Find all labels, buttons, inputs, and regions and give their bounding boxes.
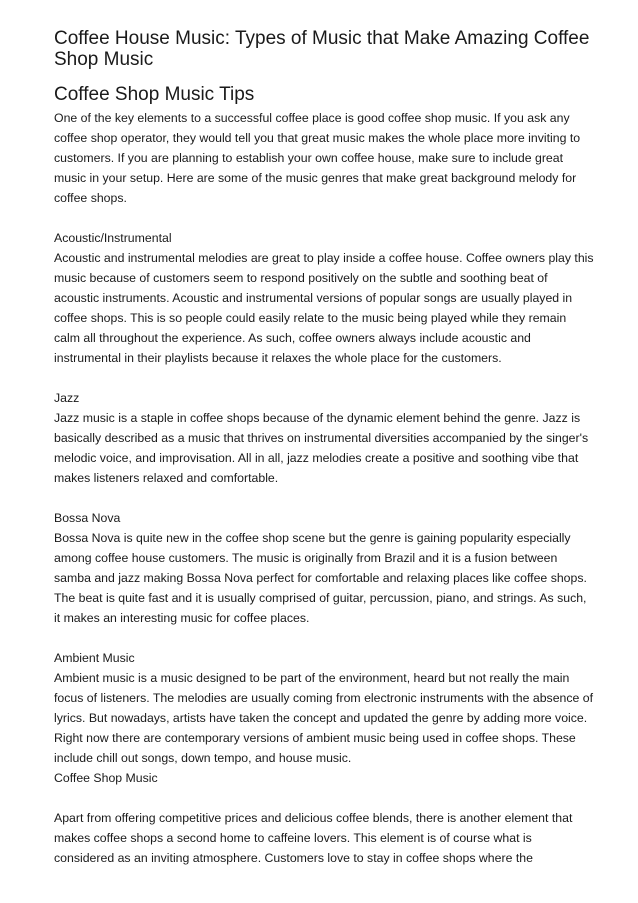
section-heading: Acoustic/Instrumental (54, 231, 172, 245)
section-paragraph: Jazz music is a staple in coffee shops because of the dynamic element behind the genre. Jazz is basically described as a music that thrives on instrumental diversities accompanied by the singer's melodic voice, and improvisation. All in all, jazz melodies create a positive and soothing vibe that makes listeners relaxed and comfortable. (54, 411, 589, 485)
section-heading: Bossa Nova (54, 511, 121, 525)
document-page (54, 28, 594, 868)
section-closing (54, 808, 594, 868)
section-paragraph: Ambient music is a music designed to be part of the environment, heard but not really the main focus of listeners. The melodies are usually coming from electronic instruments with the absence of lyrics. But nowadays, artists have taken the concept and updated the genre by adding more voice. Right now there are contemporary versions of ambient music being used in coffee shops. These include chill out songs, down tempo, and house music. (54, 671, 594, 765)
section-paragraph: Bossa Nova is quite new in the coffee shop scene but the genre is gaining popularity especially among coffee house customers. The music is originally from Brazil and it is a fusion between samba and jazz making Bossa Nova perfect for comfortable and relaxing places like coffee shops. The beat is quite fast and it is usually comprised of guitar, percussion, piano, and strings. As such, it makes an interesting music for coffee places. (54, 531, 587, 625)
closing-paragraph: Apart from offering competitive prices and delicious coffee blends, there is another element that makes coffee shops a second home to caffeine lovers. This element is of course what is considered as an inviting atmosphere. Customers love to stay in coffee shops where the (54, 811, 573, 865)
document-title: Coffee House Music: Types of Music that Make Amazing Coffee Shop Music (54, 28, 590, 70)
section-heading: Ambient Music (54, 651, 135, 665)
intro-paragraph: One of the key elements to a successful coffee place is good coffee shop music. If you ask any coffee shop operator, they would tell you that great music makes the whole place more inviting to customers. If you are planning to establish your own coffee house, make sure to include great music in your setup. Here are some of the music genres that make great background melody for coffee shops. (54, 111, 581, 205)
document-subtitle: Coffee Shop Music Tips (54, 84, 255, 105)
section-paragraph: Acoustic and instrumental melodies are great to play inside a coffee house. Coffee owners play this music because of customers seem to respond positively on the subtle and soothing beat of acoustic instruments. Acoustic and instrumental versions of popular songs are usually played in coffee shops. This is so people could easily relate to the music being played while they remain calm all throughout the experience. As such, coffee owners always include acoustic and instrumental in their playlists because it relaxes the whole place for the customers. (54, 251, 594, 365)
coffee-shop-music-heading: Coffee Shop Music (54, 771, 158, 785)
section-acoustic (54, 228, 594, 368)
section-jazz (54, 388, 594, 488)
section-heading: Jazz (54, 391, 80, 405)
section-bossa-nova (54, 508, 594, 628)
section-ambient (54, 648, 594, 788)
